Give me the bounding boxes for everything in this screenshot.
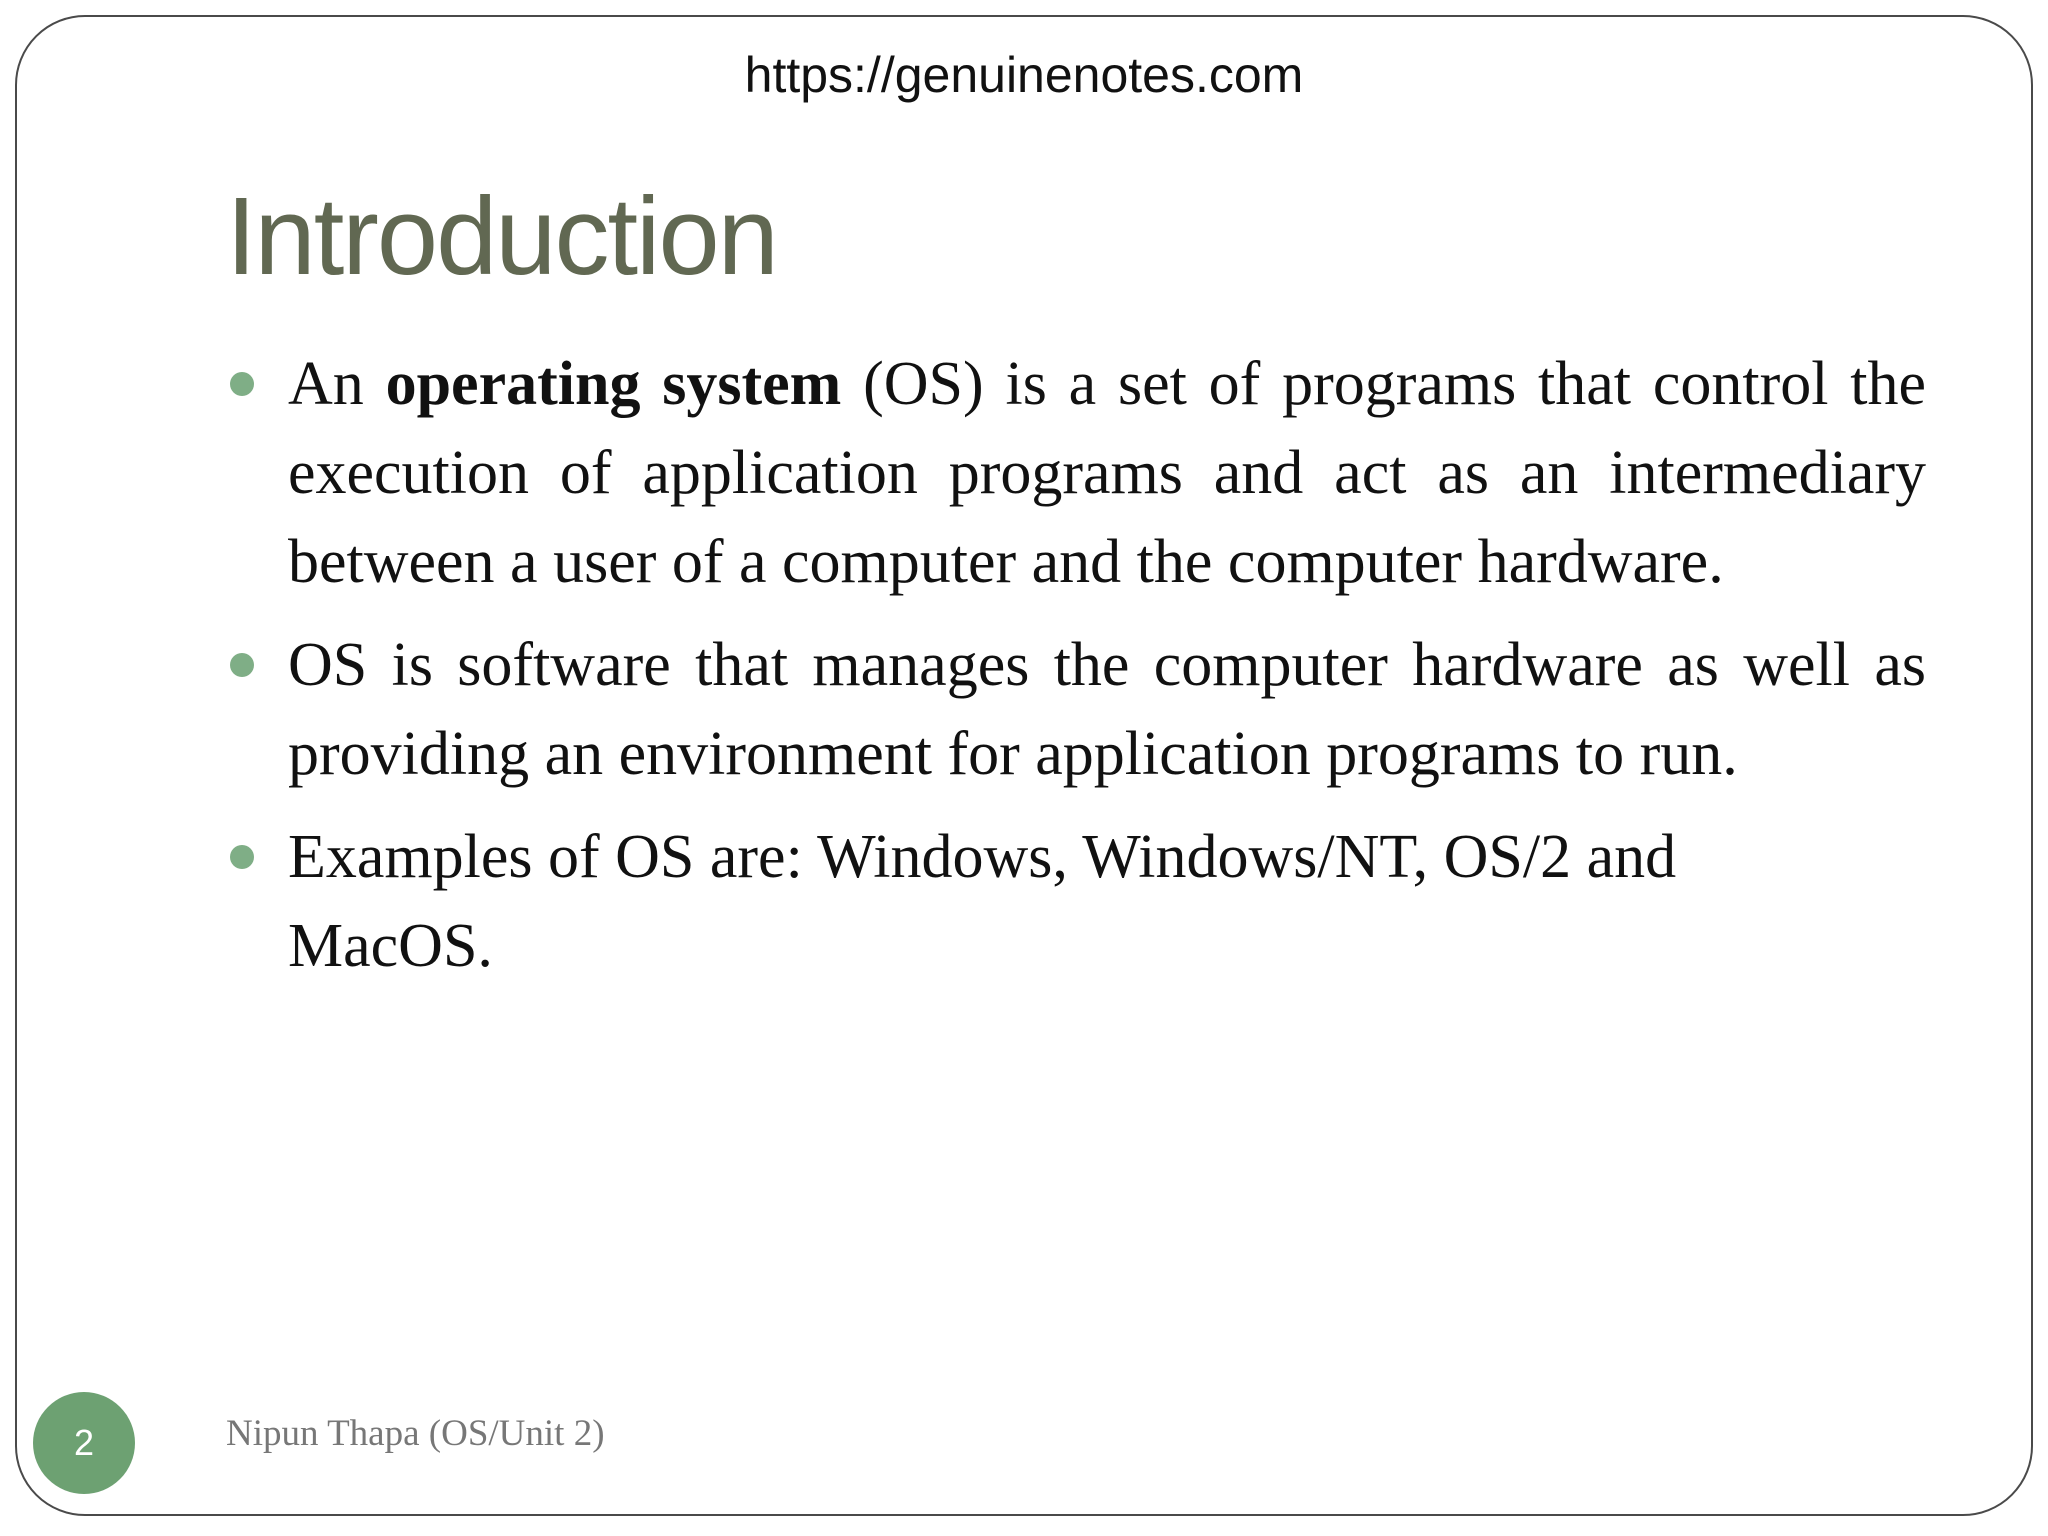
footer-author: Nipun Thapa (OS/Unit 2) (226, 1413, 605, 1454)
bullet-item-os-role (226, 621, 1926, 799)
bullet-text: OS is software that manages the computer hardware as well as providing an environment for application programs to run. (288, 631, 1926, 788)
bullet-list (226, 340, 1926, 1005)
bullet-emphasis: operating system (385, 350, 842, 418)
bullet-dot-icon (230, 653, 254, 677)
bullet-text: Examples of OS are: Windows, Windows/NT, OS/2 and MacOS. (288, 823, 1677, 980)
bullet-text-prefix: An (288, 350, 386, 418)
bullet-text-suffix: (OS) is a set of programs that control the execution of application programs and act as an intermediary between a user of a computer and the computer hardware. (288, 350, 1926, 596)
slide-title: Introduction (226, 175, 777, 298)
bullet-item-os-definition (226, 340, 1926, 607)
bullet-dot-icon (230, 372, 254, 396)
header-url: https://genuinenotes.com (744, 47, 1304, 103)
page-number-badge: 2 (33, 1392, 135, 1494)
bullet-dot-icon (230, 845, 254, 869)
bullet-item-os-examples (226, 813, 1926, 991)
